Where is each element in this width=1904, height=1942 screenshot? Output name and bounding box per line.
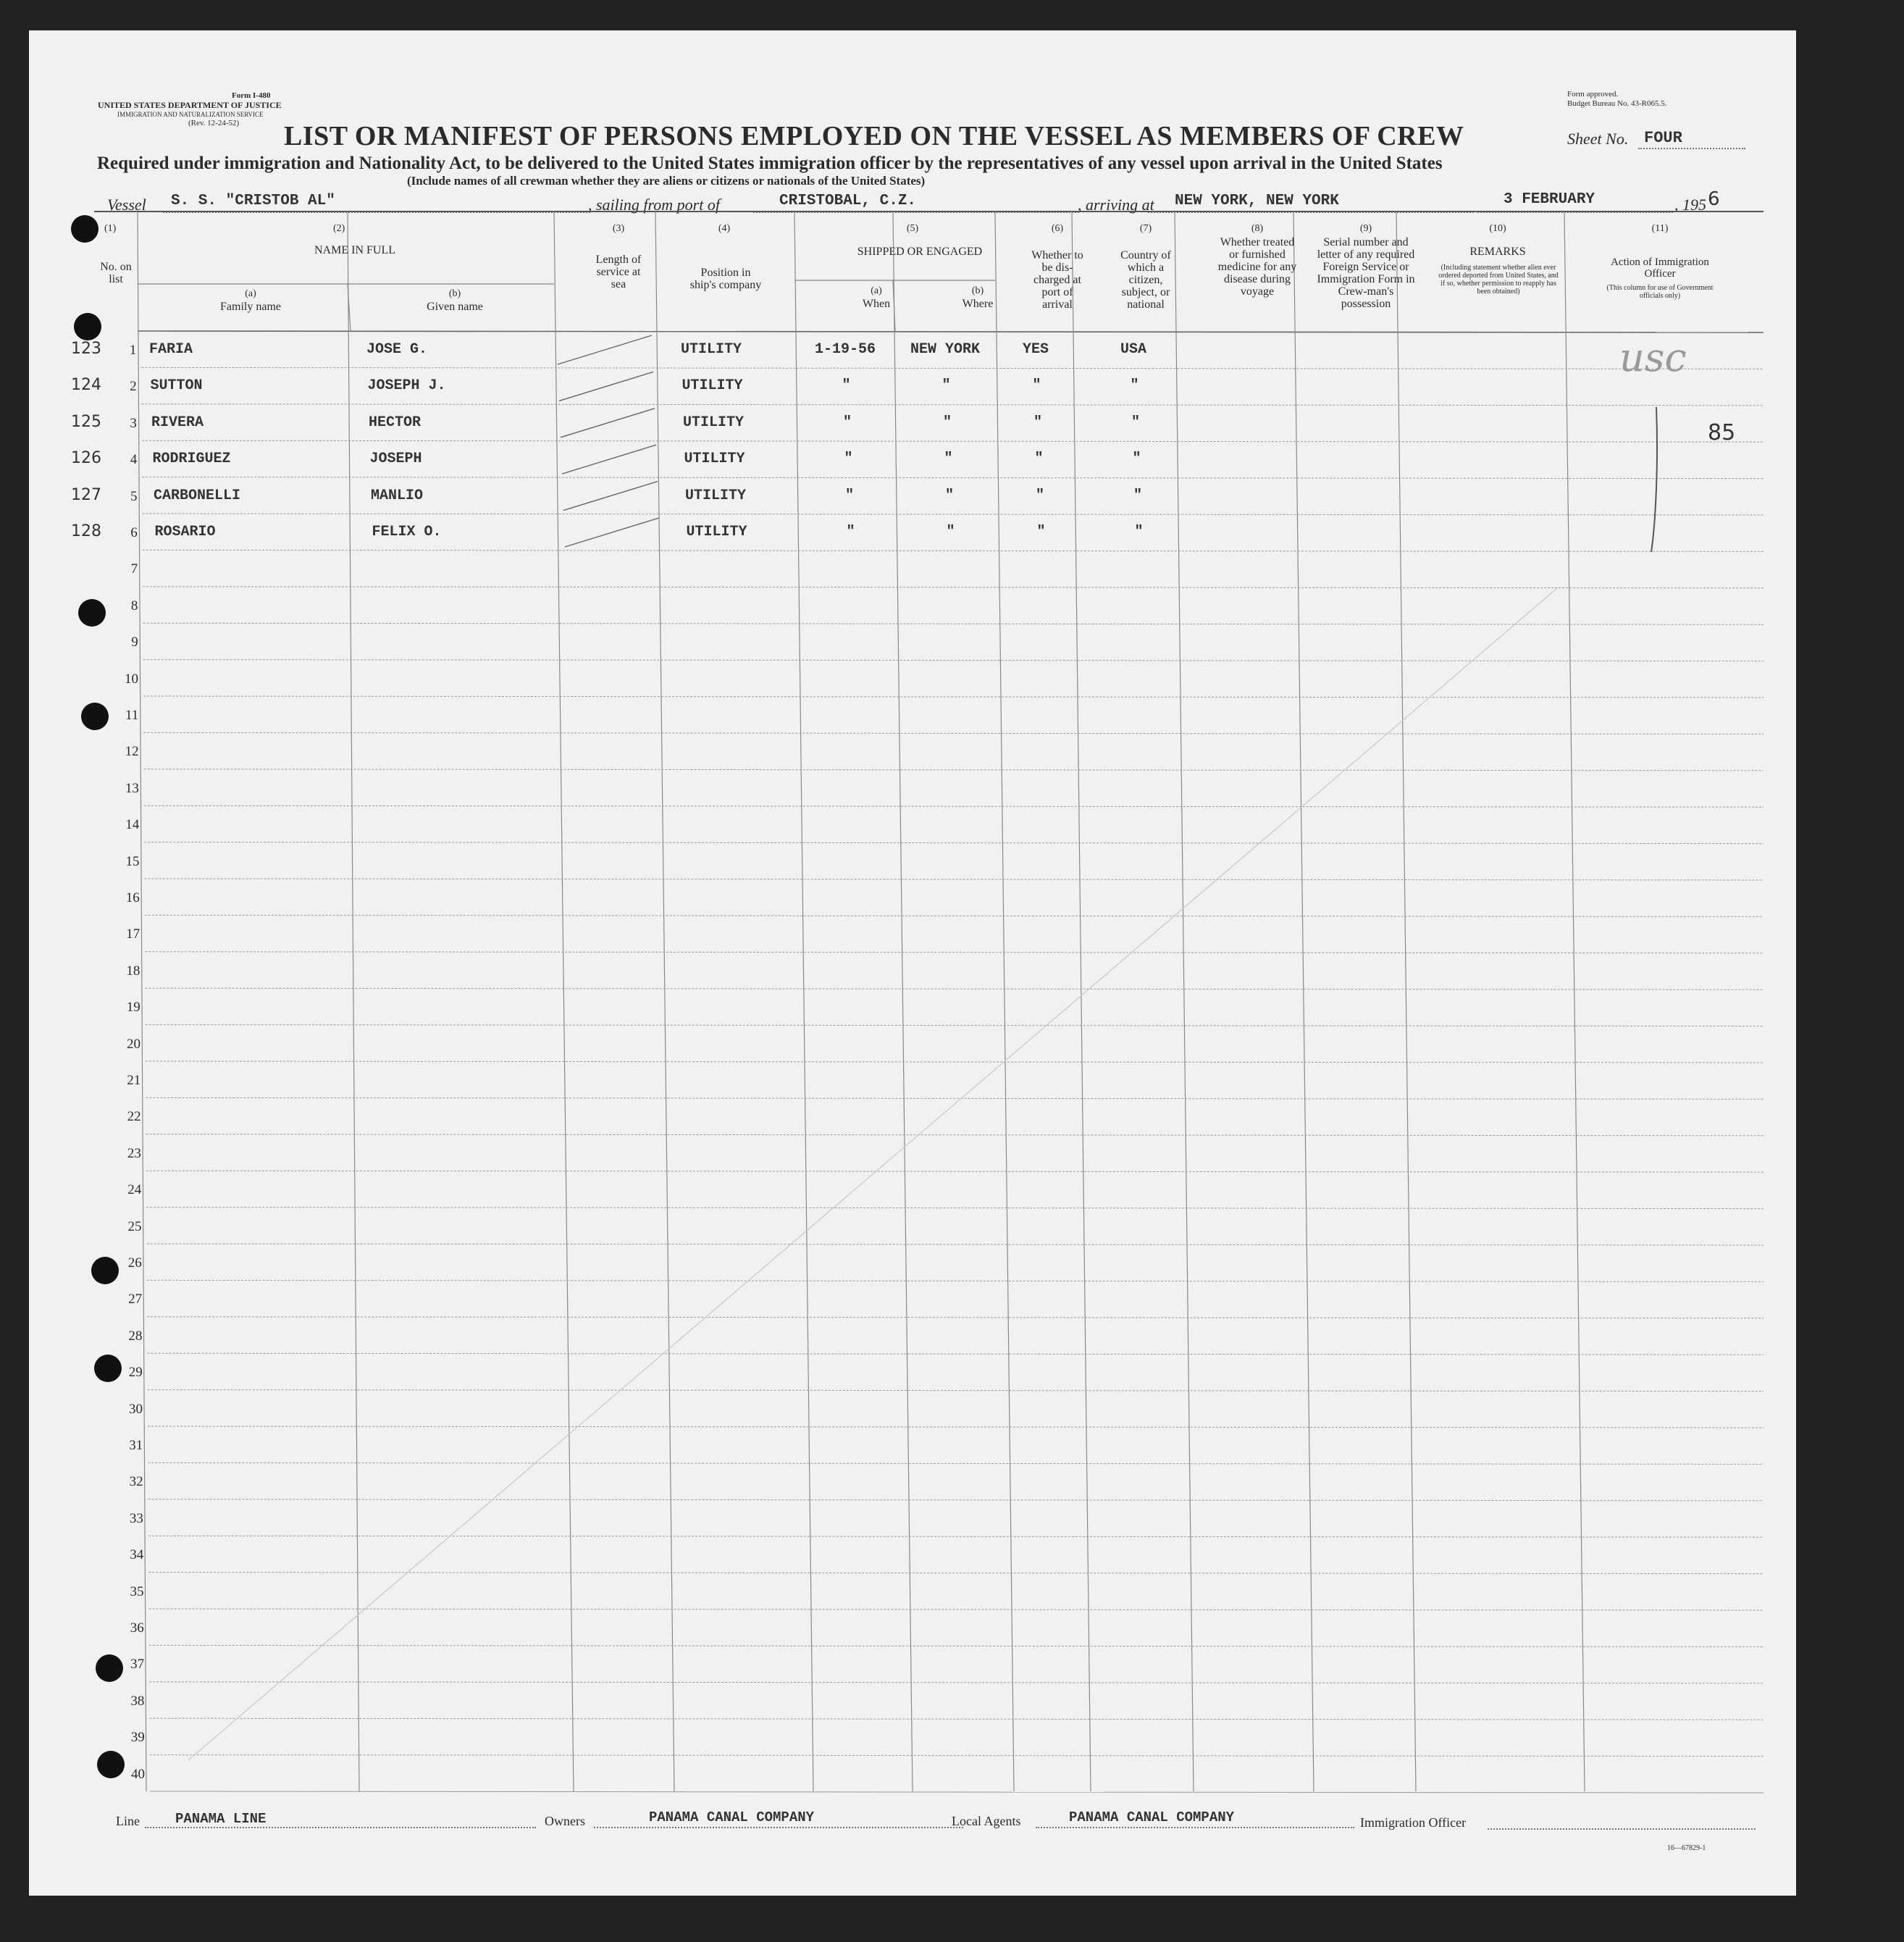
row-line	[146, 1208, 1763, 1209]
crew-margin: 126	[71, 449, 101, 468]
col6-label: Whether to be dis-charged at port of arrival	[1031, 249, 1083, 311]
col3-label: Length of service at sea	[595, 254, 642, 290]
col5-label: SHIPPED OR ENGAGED	[857, 246, 983, 258]
row-number: 20	[127, 1036, 141, 1052]
col5b-num: (b)	[971, 285, 984, 296]
row-number: 10	[125, 671, 138, 687]
footer-line-label: Line	[116, 1814, 140, 1828]
row-line	[144, 805, 1763, 807]
crew-discharged: "	[1033, 414, 1042, 431]
pen-mark	[563, 482, 658, 511]
crew-family: CARBONELLI	[154, 487, 241, 504]
crew-position: UTILITY	[685, 487, 747, 504]
crew-where: "	[946, 524, 955, 540]
row-number: 24	[127, 1182, 142, 1198]
row-line	[144, 769, 1763, 771]
row-number: 13	[125, 780, 139, 796]
row-number: 26	[127, 1255, 142, 1271]
row-line	[149, 1609, 1764, 1610]
row-number: 2	[130, 379, 137, 395]
row-number: 34	[130, 1547, 144, 1563]
footer-owners-value: PANAMA CANAL COMPANY	[649, 1809, 815, 1825]
crew-margin: 127	[71, 485, 101, 504]
col2a-num: (a)	[245, 288, 256, 299]
col10-note: (Including statement whether alien ever ordered deported from United States, and if so, whether permission to reapply has been obtained)	[1438, 264, 1559, 296]
row-line	[146, 1061, 1763, 1063]
crew-when: "	[844, 487, 854, 504]
grid-line	[794, 212, 796, 331]
underline	[1488, 1828, 1756, 1830]
grid-line	[138, 331, 146, 1791]
row-number: 7	[130, 561, 138, 577]
row-line	[150, 1755, 1763, 1757]
row-line	[149, 1682, 1763, 1683]
revision: (Rev. 12-24-52)	[188, 119, 240, 127]
col11-label: Action of Immigration Officer	[1611, 256, 1709, 280]
col7-label: Country of which a citizen, subject, or national	[1120, 249, 1171, 311]
row-line	[145, 879, 1764, 880]
pen-mark	[558, 335, 652, 364]
row-number: 4	[130, 452, 138, 468]
row-number: 8	[130, 598, 138, 614]
row-number: 11	[125, 708, 139, 723]
row-number: 25	[127, 1218, 142, 1234]
crew-where: "	[944, 451, 953, 468]
row-line	[150, 1791, 1763, 1793]
crew-discharged: "	[1032, 377, 1041, 395]
grid-line	[894, 331, 913, 1791]
row-number: 27	[128, 1292, 143, 1307]
department: UNITED STATES DEPARTMENT OF JUSTICE	[98, 100, 282, 110]
crew-discharged: "	[1035, 487, 1044, 504]
col4-label: Position in ship's company	[689, 267, 762, 291]
row-line	[143, 696, 1763, 698]
crew-family: SUTTON	[150, 377, 203, 395]
col10-label: REMARKS	[1469, 246, 1526, 258]
row-line	[142, 440, 1763, 442]
col2b-num: (b)	[448, 288, 461, 299]
crew-when: "	[842, 414, 852, 431]
grid-line	[1073, 331, 1091, 1791]
row-number: 36	[130, 1620, 144, 1636]
crew-family: ROSARIO	[154, 524, 216, 540]
col2-label: NAME IN FULL	[314, 244, 395, 256]
footer-owners-label: Owners	[545, 1814, 585, 1828]
crew-given: HECTOR	[369, 414, 422, 431]
col9-label: Serial number and letter of any required Foreign Service or Immigration Form in Crew-man's possession	[1317, 236, 1415, 310]
row-line	[142, 477, 1763, 479]
row-number: 23	[127, 1145, 141, 1161]
crew-discharged: YES	[1022, 341, 1049, 358]
col6-num: (6)	[1051, 223, 1064, 234]
row-number: 6	[130, 525, 138, 540]
row-line	[148, 1573, 1763, 1574]
officer-count: 85	[1708, 420, 1736, 445]
row-number: 15	[125, 853, 140, 869]
grid-line	[796, 331, 813, 1791]
col1-num: (1)	[104, 223, 117, 234]
row-line	[143, 660, 1763, 661]
col5-num: (5)	[906, 223, 919, 234]
underline	[1036, 1827, 1354, 1828]
service: IMMIGRATION AND NATURALIZATION SERVICE	[117, 111, 264, 118]
footer-agents-value: PANAMA CANAL COMPANY	[1069, 1809, 1235, 1825]
col2a-label: Family name	[220, 301, 281, 313]
crew-position: UTILITY	[684, 451, 745, 468]
row-line	[147, 1317, 1763, 1318]
row-number: 18	[126, 963, 141, 979]
row-number: 16	[125, 890, 140, 905]
row-line	[145, 988, 1763, 989]
crew-where: NEW YORK	[910, 341, 980, 358]
vessel-name: S. S. "CRISTOB AL"	[171, 193, 335, 209]
row-line	[148, 1536, 1763, 1537]
sheet-value: FOUR	[1644, 129, 1682, 147]
row-number: 19	[126, 1000, 141, 1016]
crew-discharged: "	[1034, 451, 1044, 468]
year-label: , 195	[1674, 196, 1706, 214]
crew-position: UTILITY	[686, 524, 747, 540]
crew-country: USA	[1120, 341, 1146, 358]
crew-given: MANLIO	[371, 487, 424, 504]
row-number: 37	[130, 1657, 145, 1673]
crew-position: UTILITY	[683, 414, 745, 431]
crew-when: "	[844, 451, 853, 468]
grid-line	[1295, 331, 1314, 1791]
row-line	[147, 1353, 1763, 1355]
row-line	[148, 1390, 1763, 1391]
row-line	[143, 623, 1763, 624]
row-number: 5	[130, 488, 138, 504]
approval-line-1: Form approved.	[1567, 90, 1619, 99]
col11-note: (This column for use of Government officials only)	[1606, 284, 1714, 300]
crew-country: "	[1130, 377, 1139, 395]
footer-line-value: PANAMA LINE	[175, 1811, 267, 1827]
col4-num: (4)	[718, 223, 731, 234]
row-line	[145, 915, 1763, 916]
crew-family: RODRIGUEZ	[152, 451, 231, 468]
row-number: 12	[125, 744, 139, 760]
row-number: 39	[130, 1730, 145, 1746]
row-line	[147, 1244, 1764, 1245]
row-line	[141, 367, 1763, 369]
row-line	[143, 587, 1763, 588]
row-line	[148, 1499, 1763, 1501]
row-line	[146, 1097, 1763, 1099]
crew-discharged: "	[1036, 524, 1046, 540]
row-number: 3	[130, 415, 137, 431]
row-line	[149, 1645, 1763, 1646]
crew-where: "	[942, 414, 952, 431]
row-line	[143, 550, 1763, 551]
col8-label: Whether treated or furnished medicine for any disease during voyage	[1217, 236, 1297, 298]
pen-mark	[559, 372, 653, 401]
grid-line	[995, 212, 997, 331]
row-line	[142, 404, 1763, 406]
footer-officer-label: Immigration Officer	[1360, 1815, 1467, 1830]
crew-given: JOSEPH	[369, 451, 422, 468]
grid-line	[1564, 212, 1566, 331]
grid-line	[138, 331, 1763, 332]
arriving-port: NEW YORK, NEW YORK	[1175, 193, 1339, 209]
col1-label: No. on list	[100, 261, 132, 285]
underline	[594, 1827, 963, 1828]
manifest-sheet	[29, 30, 1796, 1896]
row-line	[148, 1426, 1763, 1428]
crew-margin: 128	[71, 522, 101, 540]
row-line	[146, 1134, 1763, 1136]
row-number: 14	[125, 817, 140, 833]
footer-agents-label: Local Agents	[952, 1814, 1021, 1828]
grid-line	[1398, 331, 1416, 1791]
crew-country: "	[1134, 524, 1144, 540]
crew-when: "	[846, 524, 855, 540]
row-number: 40	[131, 1766, 145, 1782]
pen-mark	[565, 518, 659, 547]
crew-when: "	[842, 377, 851, 395]
sailing-port: CRISTOBAL, C.Z.	[779, 193, 917, 209]
row-line	[146, 1171, 1763, 1172]
year-value: 6	[1708, 188, 1720, 210]
row-number: 9	[131, 635, 138, 650]
col8-num: (8)	[1251, 223, 1264, 234]
pen-mark	[562, 445, 656, 474]
vessel-label: Vessel	[107, 196, 146, 214]
crew-position: UTILITY	[681, 341, 742, 358]
col2b-label: Given name	[427, 301, 483, 313]
crew-family: FARIA	[149, 341, 193, 358]
row-line	[143, 514, 1764, 515]
pen-mark	[561, 409, 655, 438]
grid-line	[1566, 331, 1585, 1791]
grid-line	[1176, 331, 1194, 1791]
crew-margin: 125	[71, 412, 101, 431]
crew-where: "	[941, 377, 951, 395]
cancel-diagonal	[188, 588, 1557, 1760]
row-number: 35	[130, 1583, 144, 1599]
col9-num: (9)	[1359, 223, 1372, 234]
grid-line	[555, 331, 574, 1791]
row-line	[147, 1280, 1763, 1281]
crew-country: "	[1132, 451, 1141, 468]
row-number: 17	[126, 926, 141, 942]
col5b-label: Where	[962, 298, 994, 310]
row-line	[144, 842, 1763, 844]
row-line	[143, 732, 1763, 734]
crew-family: RIVERA	[151, 414, 204, 431]
crew-given: JOSEPH J.	[367, 377, 446, 395]
col5a-label: When	[862, 298, 891, 310]
print-code: 16—67829-1	[1667, 1844, 1706, 1852]
inclusion-note: (Include names of all crewman whether they are aliens or citizens or nationals of the United States)	[407, 174, 926, 188]
officer-initials: usc	[1619, 335, 1687, 380]
row-number: 1	[129, 343, 137, 358]
row-line	[145, 952, 1763, 953]
sheet-label: Sheet No.	[1567, 130, 1629, 148]
grid-line	[657, 331, 674, 1791]
crew-country: "	[1133, 487, 1142, 504]
officer-bracket	[1651, 407, 1657, 552]
col11-num: (11)	[1651, 223, 1669, 234]
grid-line	[655, 212, 657, 331]
row-number: 31	[129, 1438, 143, 1453]
row-line	[149, 1718, 1763, 1720]
col3-num: (3)	[612, 223, 625, 234]
underline	[145, 1827, 536, 1828]
col7-num: (7)	[1139, 223, 1152, 234]
row-number: 38	[130, 1693, 145, 1709]
row-number: 28	[128, 1328, 143, 1344]
row-number: 22	[127, 1109, 141, 1125]
approval-line-2: Budget Bureau No. 43-R065.5.	[1567, 99, 1667, 108]
page-title: LIST OR MANIFEST OF PERSONS EMPLOYED ON THE VESSEL AS MEMBERS OF CREW	[284, 121, 1464, 151]
crew-position: UTILITY	[682, 377, 743, 395]
row-number: 29	[128, 1365, 143, 1381]
crew-margin: 123	[71, 340, 101, 358]
crew-given: JOSE G.	[366, 341, 428, 358]
subtitle: Required under immigration and Nationality Act, to be delivered to the United States immigration officer by the representatives of any vessel upon arrival in the United States	[97, 154, 1443, 173]
arriving-label: , arriving at	[1078, 196, 1154, 214]
row-number: 30	[129, 1401, 143, 1417]
row-line	[146, 1025, 1763, 1026]
row-line	[148, 1462, 1763, 1464]
row-number: 33	[129, 1510, 143, 1526]
crew-when: 1-19-56	[814, 341, 876, 358]
form-number: Form I-480	[232, 91, 271, 100]
sailing-label: , sailing from port of	[588, 196, 720, 214]
col10-num: (10)	[1489, 223, 1506, 234]
crew-margin: 124	[71, 376, 101, 395]
arrival-date: 3 FEBRUARY	[1504, 191, 1595, 208]
col2-num: (2)	[333, 223, 345, 234]
crew-given: FELIX O.	[372, 524, 442, 540]
grid-line	[893, 212, 894, 331]
crew-where: "	[944, 487, 954, 504]
col5a-num: (a)	[871, 285, 882, 296]
crew-country: "	[1131, 414, 1140, 431]
grid-line	[554, 212, 555, 331]
row-number: 21	[127, 1073, 141, 1088]
row-number: 32	[129, 1474, 143, 1490]
